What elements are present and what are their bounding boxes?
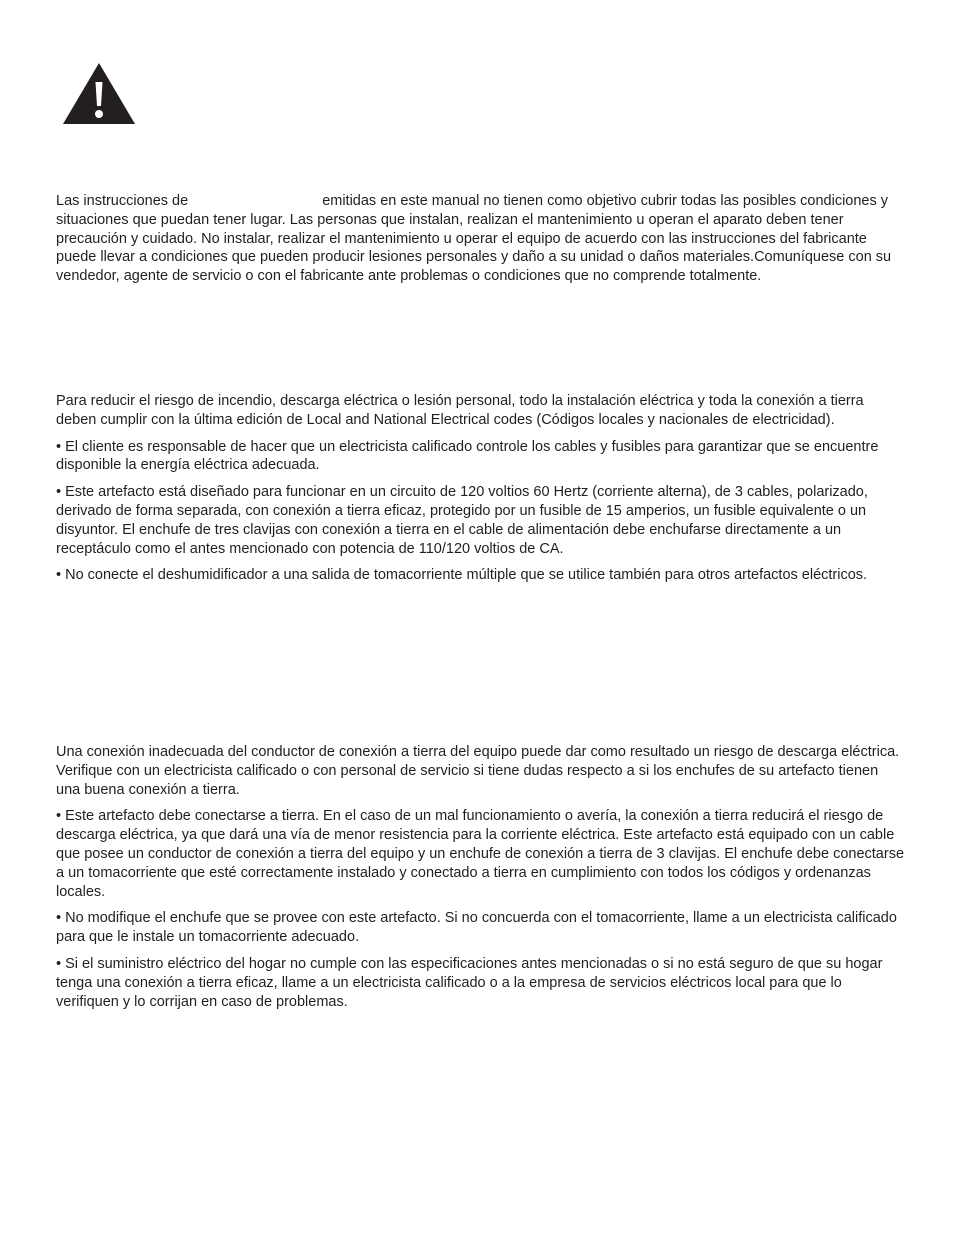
grounding-section bbox=[56, 743, 906, 1019]
intro-section bbox=[56, 192, 906, 294]
intro-paragraph: Las instrucciones de emitidas en este manual no tienen como objetivo cubrir todas las posibles condiciones y situaciones que puedan tener lugar. Las personas que instalan, realizan el mantenimiento u operan el aparato deben tener precaución y cuidado. No instalar, realizar el mantenimiento u operar el equipo de acuerdo con las instrucciones del fabricante puede llevar a condiciones que pueden producir lesiones personales y daño a su unidad o daños materiales.Comuníquese con su vendedor, agente de servicio o con el fabricante ante problemas o condiciones que no comprende totalmente. bbox=[56, 193, 892, 285]
electrical-bullet-3: • No conecte el deshumidificador a una salida de tomacorriente múltiple que se utilice también para otros artefactos eléctricos. bbox=[56, 567, 868, 584]
grounding-bullet-3: • Si el suministro eléctrico del hogar no cumple con las especificaciones antes mencionadas o si no está seguro de que su hogar tenga una conexión a tierra eficaz, llame a un electricista calificado o a la empresa de servicios eléctricos local para que lo verifiquen y lo corrijan en caso de problemas. bbox=[56, 955, 883, 1010]
electrical-bullet-1: • El cliente es responsable de hacer que un electricista calificado controle los cables y fusibles para garantizar que se encuentre disponible la energía eléctrica adecuada. bbox=[56, 438, 879, 474]
electrical-section bbox=[56, 392, 906, 593]
electrical-intro-paragraph: Para reducir el riesgo de incendio, descarga eléctrica o lesión personal, todo la instalación eléctrica y toda la conexión a tierra deben cumplir con la última edición de Local and National Electrical codes (Códigos locales y nacionales de electricidad). bbox=[56, 393, 864, 428]
warning-triangle-icon bbox=[62, 62, 136, 125]
grounding-intro-paragraph: Una conexión inadecuada del conductor de conexión a tierra del equipo puede dar como resultado un riesgo de descarga eléctrica. Verifique con un electricista calificado o con personal de servicio si tiene dudas respecto a si los enchufes de su artefacto tienen una buena conexión a tierra. bbox=[56, 744, 900, 798]
grounding-bullet-2: • No modifique el enchufe que se provee con este artefacto. Si no concuerda con el tomacorriente, llame a un electricista calificado para que le instale un tomacorriente adecuado. bbox=[56, 910, 897, 946]
grounding-bullet-1: • Este artefacto debe conectarse a tierra. En el caso de un mal funcionamiento o avería, la conexión a tierra reducirá el riesgo de descarga eléctrica, ya que dará una vía de menor resistencia para la corriente eléctrica. Este artefacto está equipado con un cable que posee un conductor de conexión a tierra del equipo y un enchufe de conexión a tierra de 3 clavijas. El enchufe debe conectarse a un tomacorriente que esté correctamente instalado y conectado a tierra en cumplimiento con todos los códigos y ordenanzas locales. bbox=[56, 808, 905, 900]
electrical-bullet-2: • Este artefacto está diseñado para funcionar en un circuito de 120 voltios 60 Hertz (corriente alterna), de 3 cables, polarizado, derivado de forma separada, con conexión a tierra eficaz, protegido por un fusible de 15 amperios, un fusible equivalente o un disyuntor. El enchufe de tres clavijas con conexión a tierra en el cable de alimentación debe enchufarse directamente a un receptáculo como el antes mencionado con potencia de 110/120 voltios de CA. bbox=[56, 484, 868, 557]
